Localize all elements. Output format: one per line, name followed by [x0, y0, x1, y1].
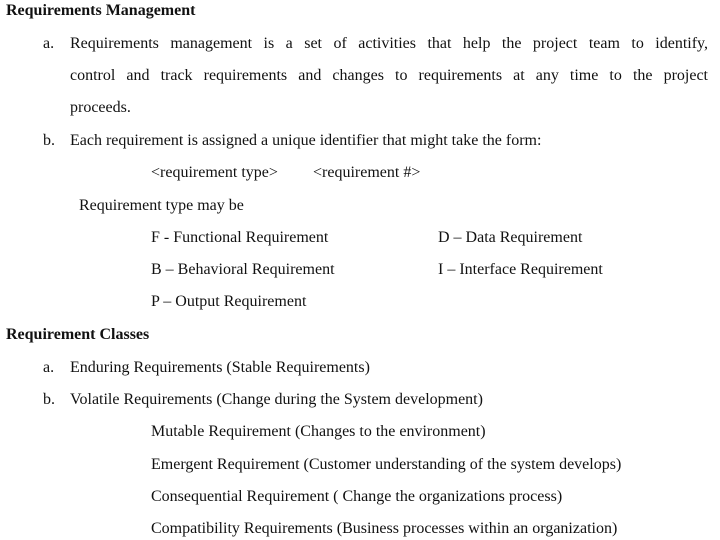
requirement-type-item: I – Interface Requirement — [438, 261, 603, 278]
requirement-type-item: F - Functional Requirement — [151, 229, 329, 246]
sub-list-item: Consequential Requirement ( Change the organizations process) — [151, 488, 563, 505]
identifier-form-type: <requirement type> — [151, 164, 278, 181]
paragraph-line: control and track requirements and changes to requirements at any time to the project — [70, 67, 708, 84]
requirement-type-item: B – Behavioral Requirement — [151, 261, 335, 278]
list-marker-b: b. — [43, 391, 55, 408]
identifier-form-number: <requirement #> — [313, 164, 421, 181]
section-heading-requirement-classes: Requirement Classes — [6, 326, 150, 343]
sub-list-item: Emergent Requirement (Customer understanding of the system develops) — [151, 456, 622, 473]
sub-list-item: Mutable Requirement (Changes to the environment) — [151, 423, 486, 440]
requirement-type-item: D – Data Requirement — [438, 229, 583, 246]
sub-list-item: Compatibility Requirements (Business processes within an organization) — [151, 520, 618, 537]
paragraph-line: Each requirement is assigned a unique identifier that might take the form: — [70, 132, 542, 149]
list-item: Enduring Requirements (Stable Requirements) — [70, 359, 370, 376]
requirement-type-intro: Requirement type may be — [79, 197, 244, 214]
list-marker-b: b. — [43, 132, 55, 149]
paragraph-line: proceeds. — [70, 99, 131, 116]
list-marker-a: a. — [43, 35, 55, 52]
list-marker-a: a. — [43, 359, 55, 376]
requirement-type-item: P – Output Requirement — [151, 293, 307, 310]
paragraph-line: Requirements management is a set of activities that help the project team to identify, — [70, 35, 708, 52]
list-item: Volatile Requirements (Change during the System development) — [70, 391, 483, 408]
section-heading-requirements-management: Requirements Management — [6, 2, 196, 19]
